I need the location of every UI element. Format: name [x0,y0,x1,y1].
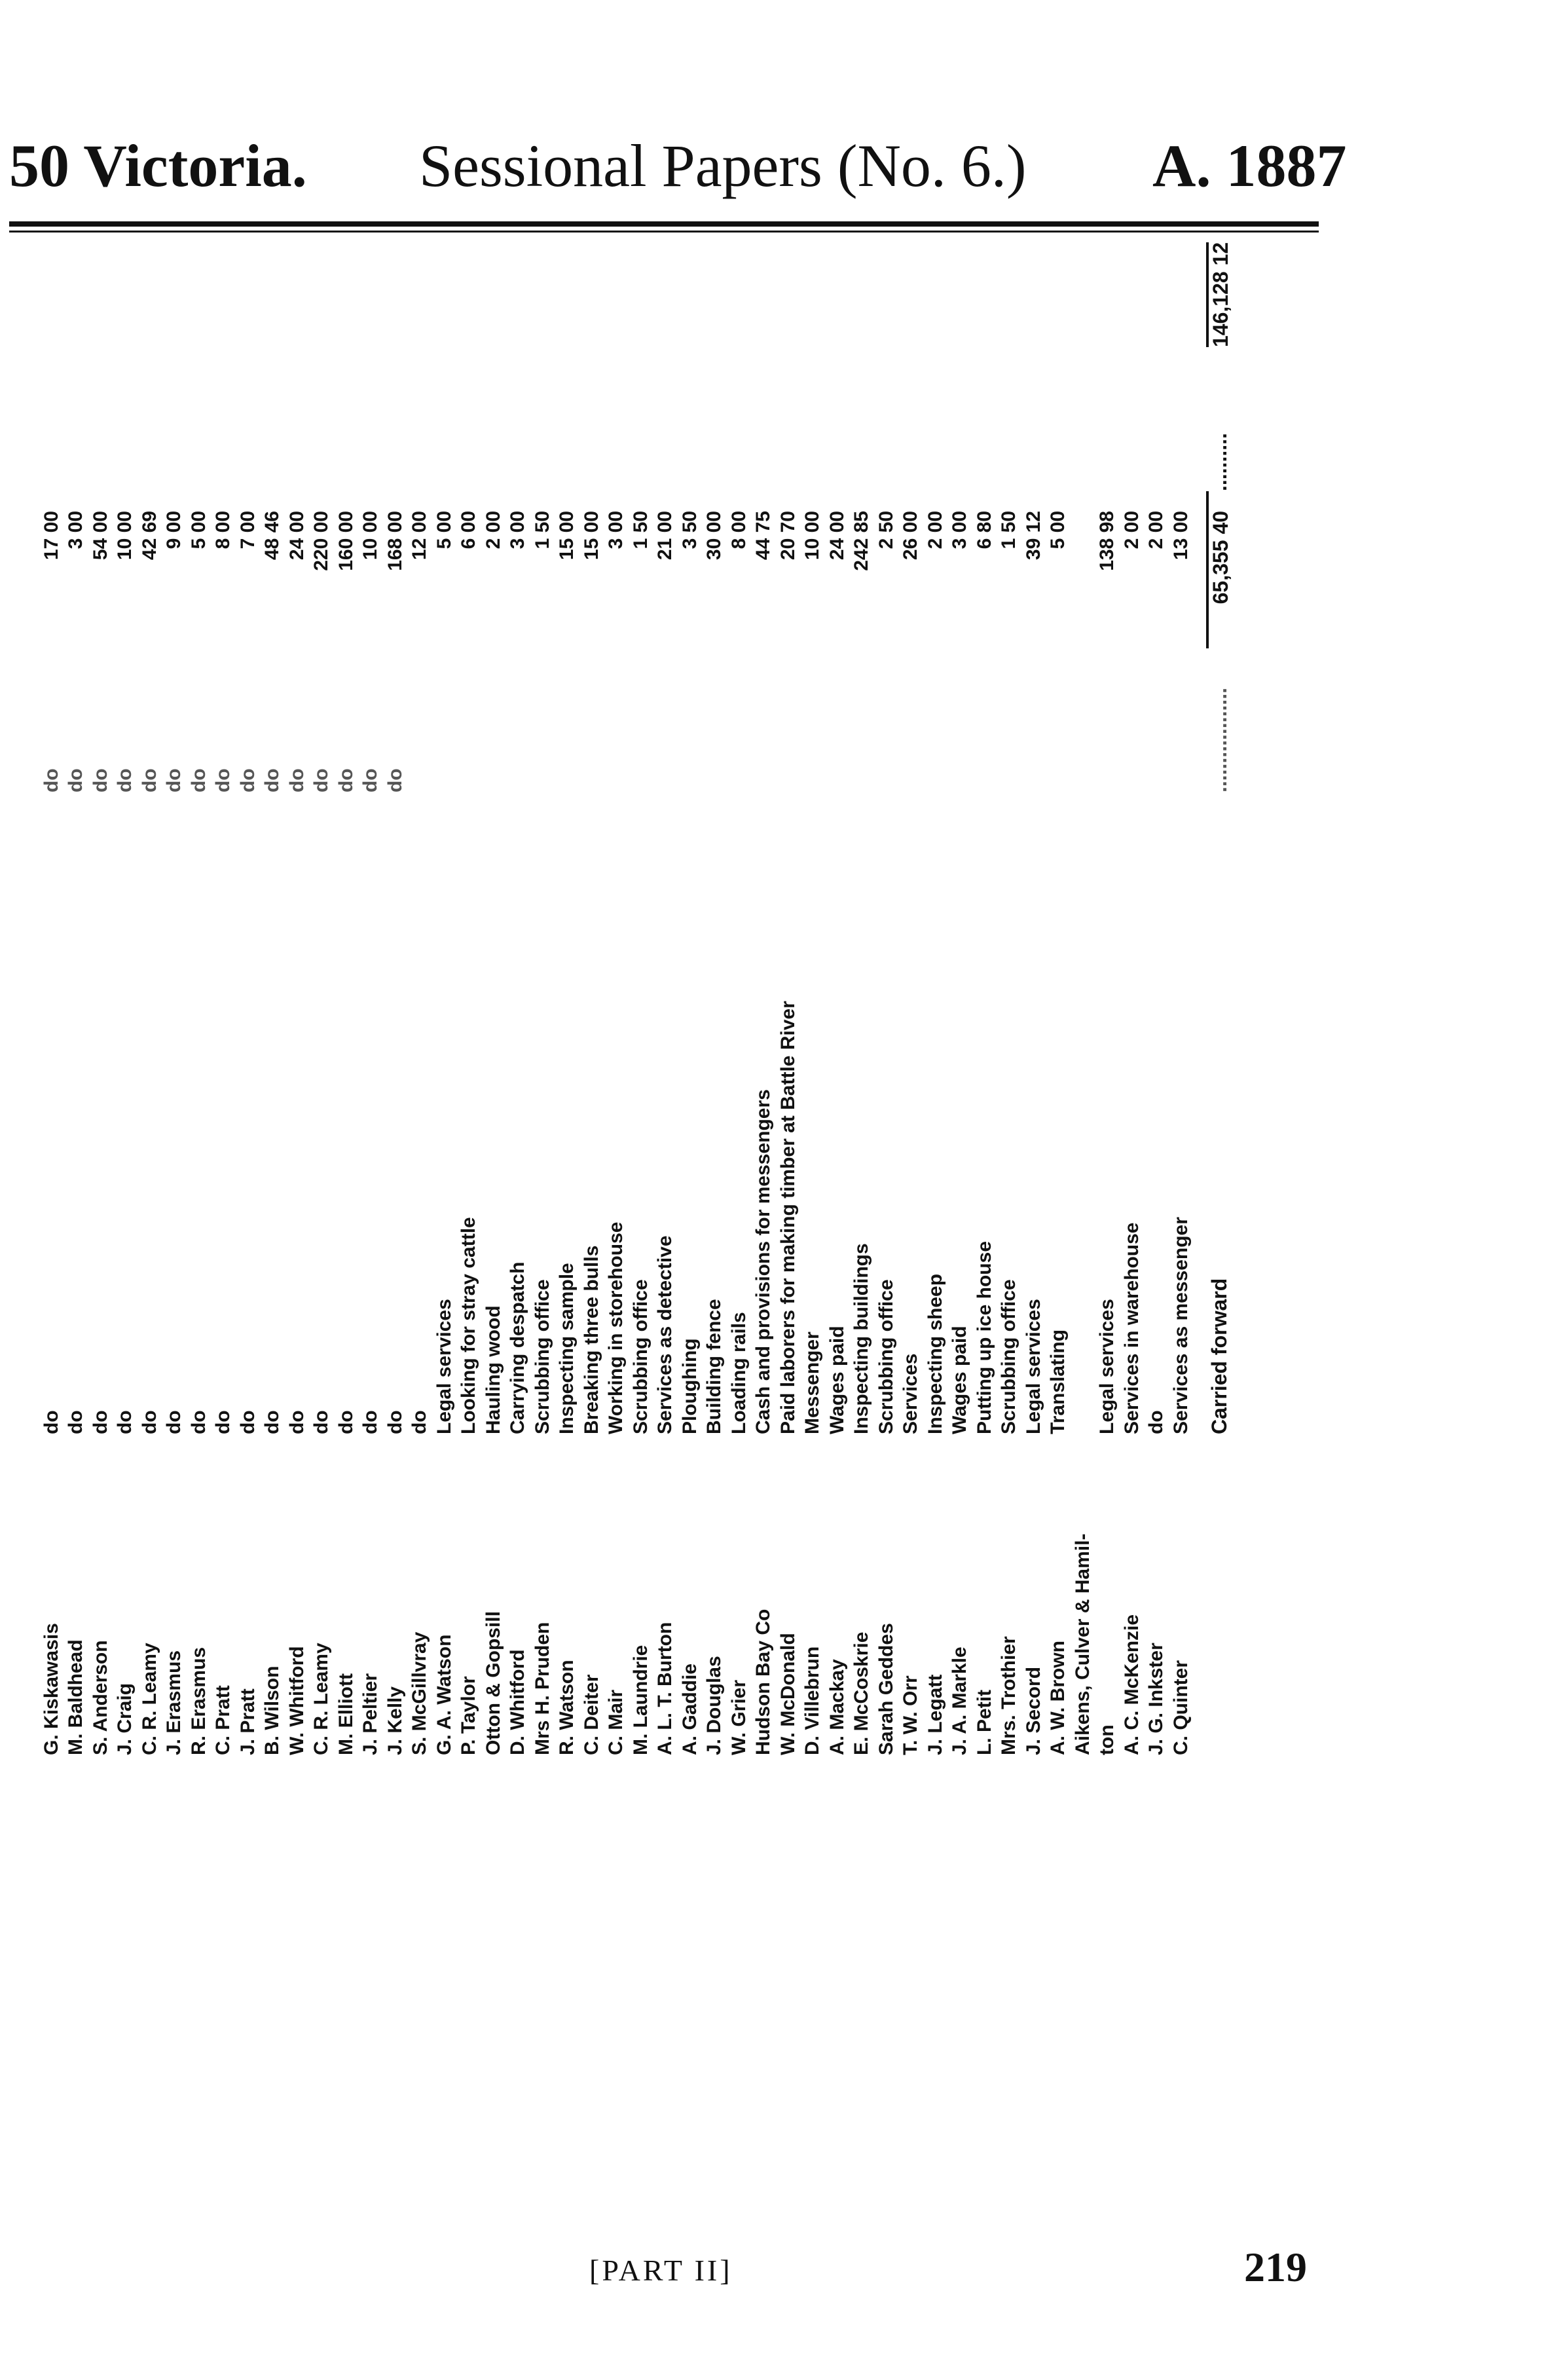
part-label: [PART II] [589,2254,733,2287]
service-description: do [335,1410,357,1434]
amount: 138 98 [1096,511,1118,571]
amount: 5 00 [187,511,210,549]
table-row [39,242,64,1755]
amount: 1 50 [629,511,652,549]
amount: 13 00 [1169,511,1192,561]
footer-blank: .......... [1207,433,1231,491]
amount: 7 00 [236,511,259,549]
ledger-rows [39,242,1194,1755]
service-description: do [359,1410,382,1434]
payee-name: Mrs. Trothier [998,1636,1020,1755]
amount: 2 00 [1145,511,1167,549]
table-row [678,242,703,1755]
payee-name: J. Erasmus [163,1650,185,1755]
table-row [1120,242,1145,1755]
table-row [236,242,261,1755]
row-leader: do [212,768,234,792]
payee-name: M. Baldhead [65,1639,87,1755]
payee-name: A. Gaddie [678,1663,701,1755]
table-row [555,242,580,1755]
table-row [359,242,384,1755]
service-description: Legal services [1096,1299,1118,1434]
service-description: do [187,1410,210,1434]
table-row [850,242,875,1755]
table-row [1071,242,1095,1755]
amount: 8 00 [212,511,234,549]
amount: 39 12 [1022,511,1044,561]
amount: 12 00 [409,511,431,561]
table-row [187,242,211,1755]
amount: 24 00 [285,511,308,561]
payee-name: J. Secord [1022,1666,1044,1755]
ledger-table [39,242,1323,1755]
payee-name: D. Whitford [507,1649,529,1755]
service-description: Services [900,1353,922,1434]
service-description: Looking for stray cattle [458,1217,480,1434]
table-row [629,242,653,1755]
service-description: do [236,1410,259,1434]
payee-name: Otton & Gopsill [482,1611,504,1755]
table-row [383,242,408,1755]
table-row [972,242,997,1755]
payee-name: J. A. Markle [949,1646,971,1755]
service-description: Services in warehouse [1120,1222,1143,1434]
service-description: Scrubbing office [998,1279,1020,1434]
payee-name: C. Deiter [580,1674,602,1755]
amount: 54 00 [89,511,111,561]
payee-name: M. Elliott [335,1673,357,1755]
amount: 2 00 [482,511,504,549]
table-row [285,242,310,1755]
service-description: do [1145,1410,1167,1434]
amount: 10 00 [359,511,382,561]
amount: 26 00 [900,511,922,561]
carried-forward-row [1204,242,1236,1755]
amount: 3 00 [65,511,87,549]
table-row [261,242,285,1755]
table-row [113,242,138,1755]
payee-name: A. W. Brown [1047,1641,1069,1755]
payee-name: W. Grier [727,1679,750,1755]
table-row [334,242,359,1755]
payee-name: P. Taylor [458,1676,480,1755]
row-leader: do [40,768,62,792]
service-description: do [384,1410,406,1434]
payee-name: J. Pratt [236,1688,259,1755]
amount: 17 00 [40,511,62,561]
table-row [1046,242,1071,1755]
table-row [1095,242,1120,1755]
row-leader: do [384,768,406,792]
service-description: Legal services [433,1299,455,1434]
row-leader: do [261,768,284,792]
table-row [408,242,433,1755]
table-row [432,242,457,1755]
payee-name: Mrs H. Pruden [531,1622,553,1755]
service-description: do [89,1410,111,1434]
row-leader: do [163,768,185,792]
table-row [88,242,113,1755]
service-description: Wages paid [826,1326,848,1434]
payee-name: C. R. Leamy [310,1643,333,1755]
service-description: Inspecting buildings [851,1243,873,1434]
payee-name: Aikens, Culver & Hamil- [1071,1533,1093,1755]
payee-name: G. A. Watson [433,1634,455,1755]
table-row [481,242,506,1755]
amount: 20 70 [777,511,799,561]
header-rule-thin [9,231,1319,232]
row-leader: do [285,768,308,792]
table-row [604,242,629,1755]
payee-name: J. Legatt [924,1674,946,1755]
payee-name: Sarah Geddes [875,1623,897,1755]
service-description: Hauling wood [482,1305,504,1434]
amount: 1 50 [531,511,553,549]
service-description: Putting up ice house [973,1240,995,1434]
amount: 15 00 [580,511,602,561]
table-row [703,242,727,1755]
table-row [579,242,604,1755]
service-description: Building fence [703,1299,725,1434]
page-number: 219 [1244,2244,1307,2290]
payee-name: J. Kelly [384,1686,406,1755]
row-leader: do [187,768,210,792]
row-leader: do [138,768,160,792]
amount: 1 50 [998,511,1020,549]
amount: 44 75 [752,511,775,561]
service-description: Legal services [1022,1299,1044,1434]
payee-name: W. Whitford [285,1646,308,1755]
row-leader: do [359,768,382,792]
service-description: do [114,1410,136,1434]
service-description: Inspecting sheep [924,1273,946,1434]
payee-name: T. W. Orr [900,1675,922,1755]
table-row [1169,242,1194,1755]
service-description: Wages paid [949,1326,971,1434]
carried-forward-label: Carried forward [1207,1278,1231,1434]
service-description: Scrubbing office [875,1279,897,1434]
table-row [948,242,973,1755]
table-row [64,242,89,1755]
amount: 24 00 [826,511,848,561]
row-leader: do [236,768,259,792]
payee-name: R. Watson [556,1660,578,1755]
service-description: Scrubbing office [629,1279,652,1434]
amount: 3 00 [605,511,627,549]
service-description: do [40,1410,62,1434]
amount: 168 00 [384,511,406,571]
service-description: Cash and provisions for messengers [752,1089,775,1434]
payee-name: C. R. Leamy [138,1643,160,1755]
table-row [727,242,752,1755]
table-row [138,242,162,1755]
amount: 8 00 [727,511,750,549]
amount: 3 00 [949,511,971,549]
service-description: do [212,1410,234,1434]
amount: 10 00 [801,511,824,561]
service-description: Breaking three bulls [580,1245,602,1434]
header-rule-thick [9,221,1319,227]
table-row [776,242,801,1755]
service-description: Services as detective [654,1235,676,1434]
header-title: Sessional Papers (No. 6.) [419,132,1027,199]
service-description: do [310,1410,333,1434]
payee-name: ton [1096,1724,1118,1755]
amount: 3 00 [507,511,529,549]
amount: 6 80 [973,511,995,549]
service-description: Loading rails [727,1312,750,1434]
service-description: Inspecting sample [556,1263,578,1434]
payee-name: J. Peltier [359,1673,382,1755]
payee-name: A. L. T. Burton [654,1622,676,1755]
header-session: 50 Victoria. [9,132,307,199]
table-row [874,242,899,1755]
payee-name: L. Petit [973,1689,995,1755]
payee-name: R. Erasmus [187,1646,210,1755]
amount: 160 00 [335,511,357,571]
service-description: do [65,1410,87,1434]
service-description: Working in storehouse [605,1221,627,1434]
carried-forward-total: 146,128 12 [1206,242,1233,347]
amount: 42 69 [138,511,160,561]
payee-name: C. Pratt [212,1685,234,1755]
amount: 6 00 [458,511,480,549]
service-description: Services as messenger [1169,1217,1192,1434]
table-row [162,242,187,1755]
row-leader: do [335,768,357,792]
table-row [1021,242,1046,1755]
amount: 242 85 [851,511,873,571]
payee-name: M. Laundrie [629,1645,652,1755]
payee-name: S. McGillvray [409,1631,431,1755]
service-description: do [409,1410,431,1434]
payee-name: S. Anderson [89,1640,111,1755]
table-row [1145,242,1169,1755]
row-leader: do [114,768,136,792]
table-row [653,242,678,1755]
amount: 48 46 [261,511,284,561]
table-row [923,242,948,1755]
amount: 220 00 [310,511,333,571]
service-description: Paid laborers for making timber at Battle River [777,1001,799,1434]
amount: 5 00 [433,511,455,549]
table-row [899,242,924,1755]
service-description: do [261,1410,284,1434]
amount: 9 00 [163,511,185,549]
payee-name: C. Quinter [1169,1660,1192,1755]
payee-name: Hudson Bay Co [752,1608,775,1755]
amount: 2 00 [1120,511,1143,549]
table-row [211,242,236,1755]
table-row [752,242,777,1755]
row-leader: do [65,768,87,792]
table-row [801,242,826,1755]
payee-name: W. McDonald [777,1633,799,1755]
service-description: do [138,1410,160,1434]
footer-leader: .................. [1207,687,1231,792]
table-row [310,242,335,1755]
amount: 2 50 [875,511,897,549]
amount: 10 00 [114,511,136,561]
table-row [506,242,531,1755]
service-description: Scrubbing office [531,1279,553,1434]
table-row [825,242,850,1755]
service-description: Ploughing [678,1338,701,1434]
payee-name: D. Villebrun [801,1646,824,1755]
header-year: A. 1887 [1152,132,1347,199]
service-description: Messenger [801,1331,824,1434]
amount: 15 00 [556,511,578,561]
payee-name: B. Wilson [261,1665,284,1755]
row-leader: do [89,768,111,792]
amount: 5 00 [1047,511,1069,549]
payee-name: G. Kiskawasis [40,1623,62,1755]
amount: 3 50 [678,511,701,549]
table-row [997,242,1022,1755]
table-row [530,242,555,1755]
service-description: do [285,1410,308,1434]
carried-forward-amount: 65,355 40 [1206,491,1233,648]
service-description: do [163,1410,185,1434]
payee-name: A. Mackay [826,1659,848,1755]
service-description: Carrying despatch [507,1261,529,1434]
amount: 30 00 [703,511,725,561]
payee-name: C. Mair [605,1689,627,1755]
payee-name: A. C. McKenzie [1120,1614,1143,1755]
payee-name: E. McCoskrie [851,1631,873,1755]
table-row [457,242,482,1755]
payee-name: J. G. Inkster [1145,1643,1167,1755]
row-leader: do [310,768,333,792]
payee-name: J. Craig [114,1683,136,1755]
amount: 2 00 [924,511,946,549]
amount: 21 00 [654,511,676,561]
service-description: Translating [1047,1329,1069,1434]
payee-name: J. Douglas [703,1656,725,1755]
